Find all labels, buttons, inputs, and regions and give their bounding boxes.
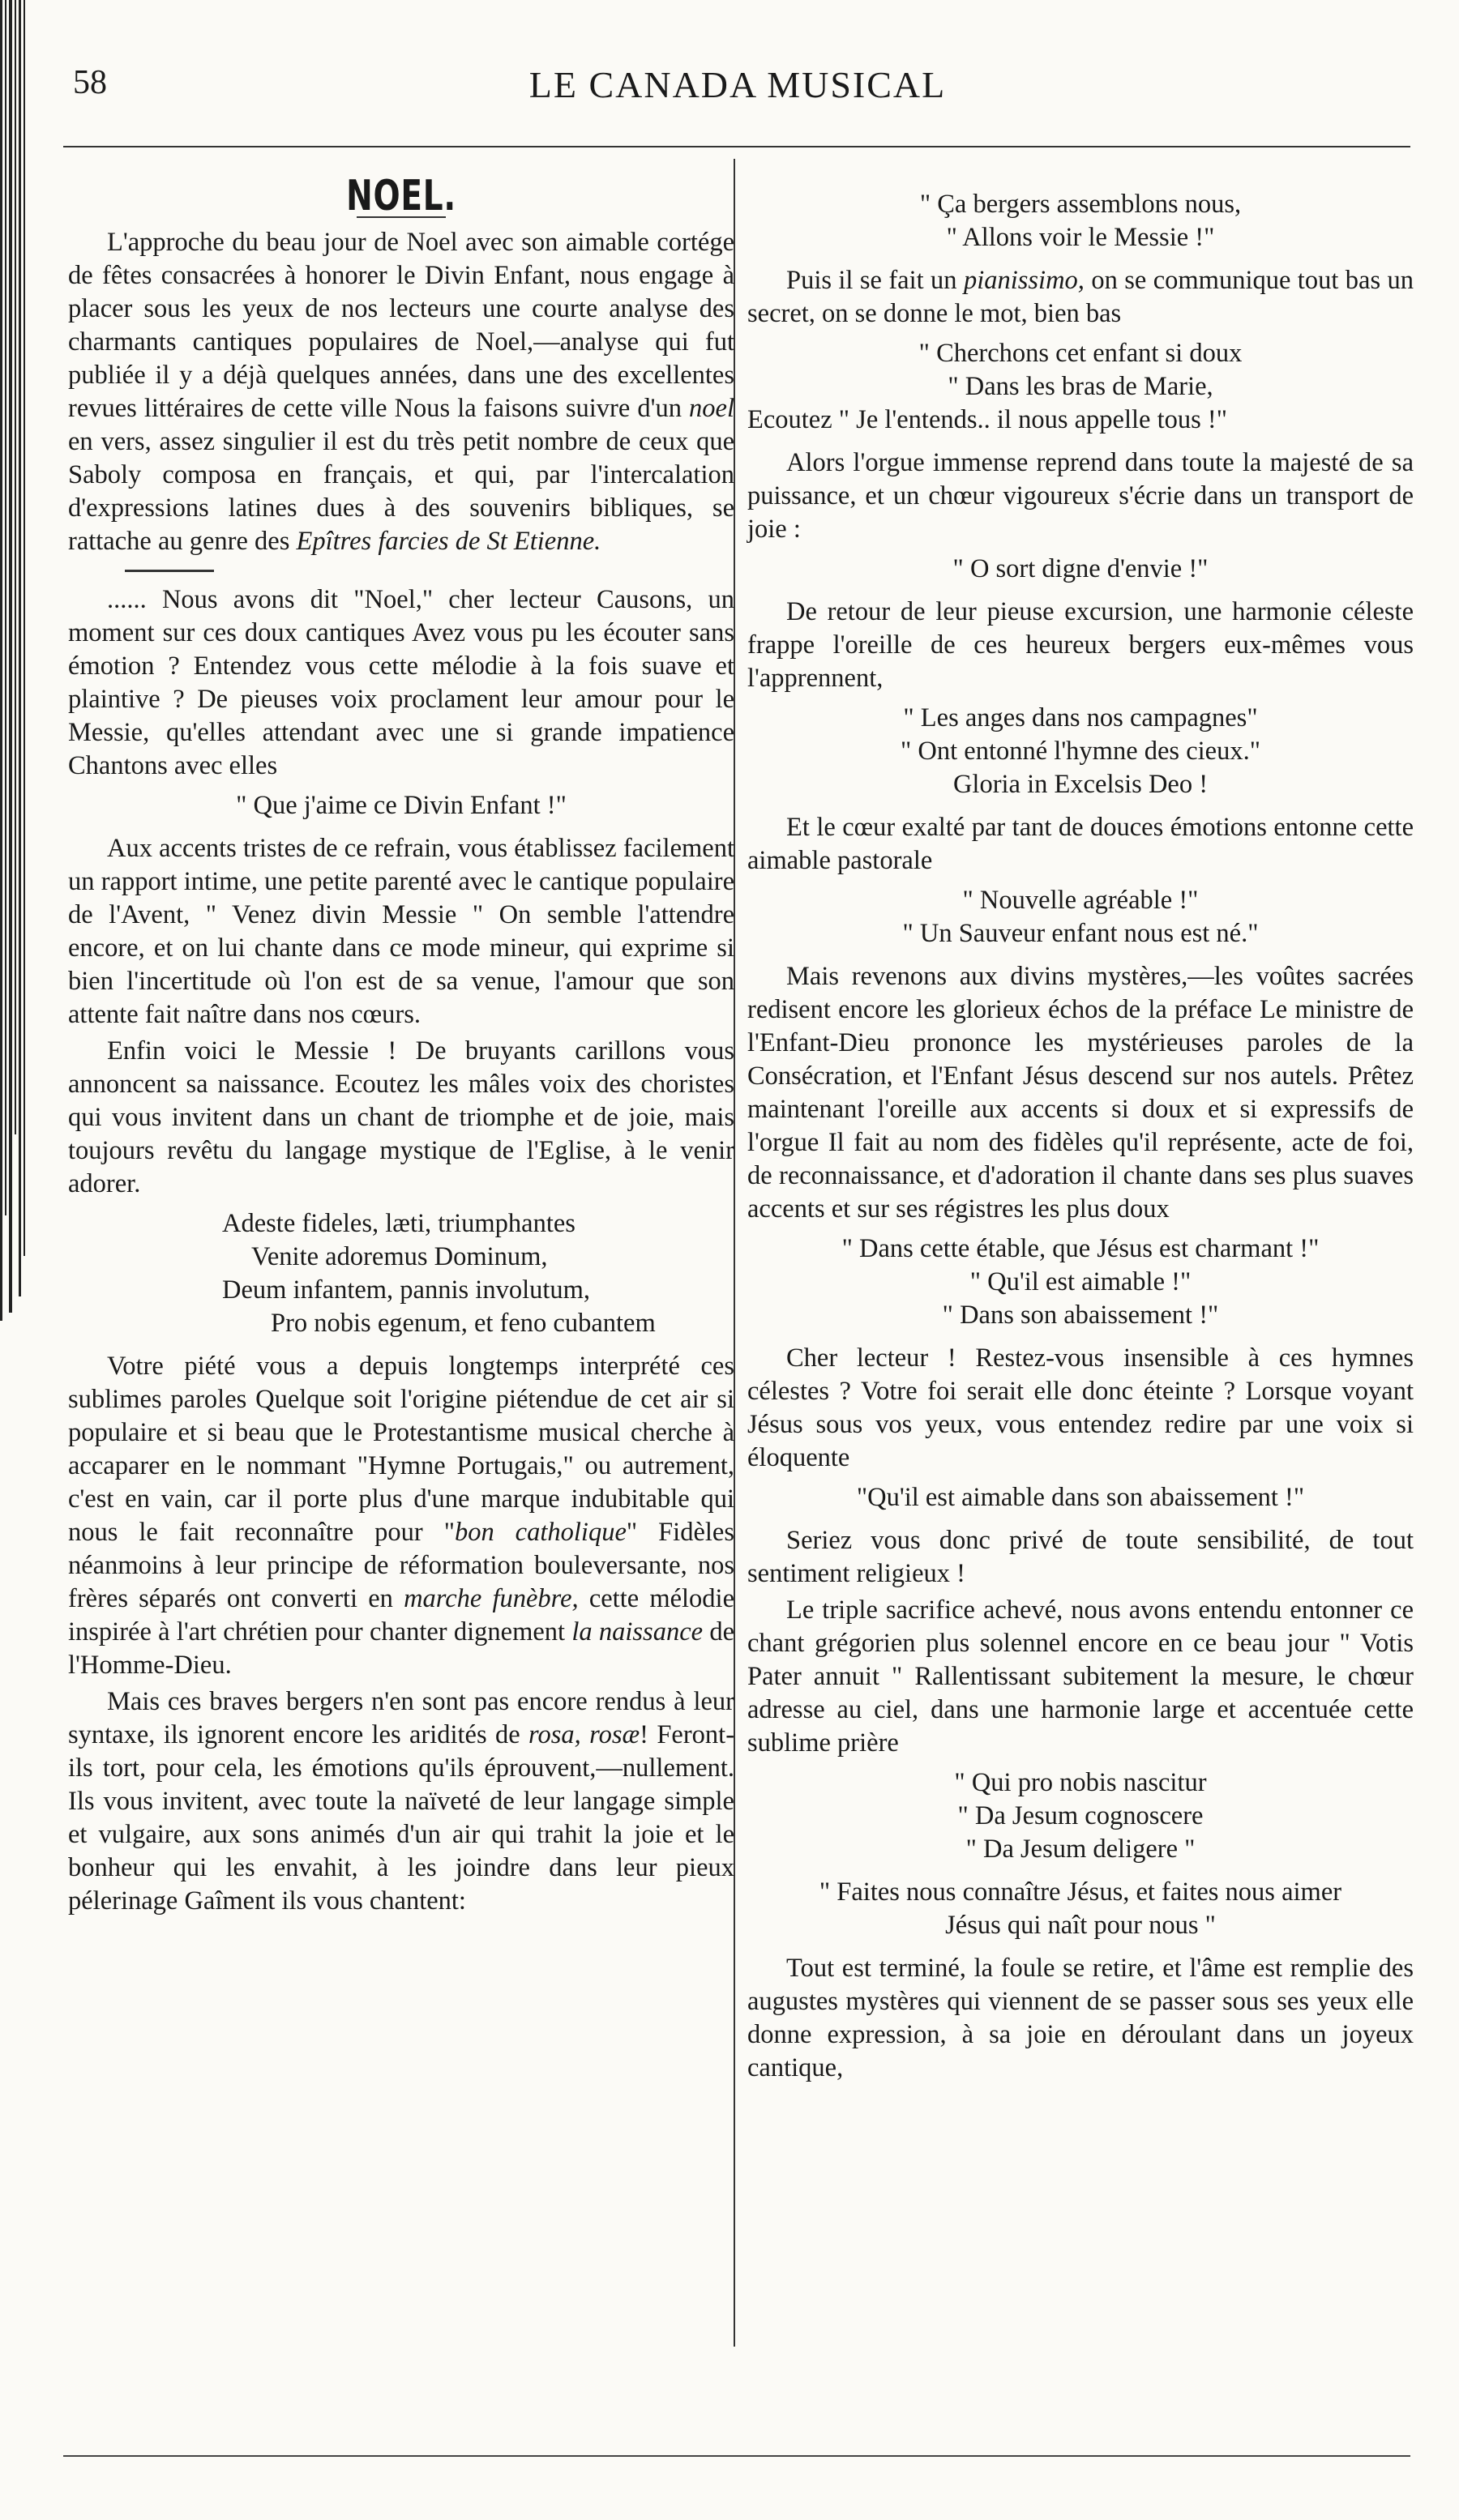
verse: " Cherchons cet enfant si doux " Dans les bras de Marie, Ecoutez " Je l'entends.. il nous appelle tous !"	[747, 339, 1243, 434]
paragraph: Et le cœur exalté par tant de douces émotions entonne cette aimable pastorale	[747, 813, 1414, 875]
paragraph: Votre piété vous a depuis longtemps interprété ces sublimes paroles Quelque soit l'origine piétendue de cet air si populaire et si beau que le Protestantisme musical cherche à accaparer en le nommant "Hymne Portugais," ou autrement, c'est en vain, car il porte plus d'une marque indubitable qui nous le fait reconnaître pour "bon catholique" Fidèles néanmoins à leur principe de réformation bouleversante, nos frères séparés ont converti en marche funèbre, cette mélodie inspirée à l'art chrétien pour chanter dignement la naissance de l'Homme-Dieu.	[68, 1352, 735, 1680]
footer-rule	[63, 2455, 1410, 2457]
verse: " O sort digne d'envie !"	[952, 554, 1209, 583]
page-number: 58	[73, 64, 107, 101]
latin-verse: Adeste fideles, læti, triumphantes Venite adoremus Dominum, Deum infantem, pannis involutum, Pro nobis egenum, et feno cubantem	[222, 1209, 656, 1338]
paragraph: Enfin voici le Messie ! De bruyants carillons vous annoncent sa naissance. Ecoutez les mâles voix des choristes qui vous invitent dans un chant de triomphe et de joie, mais toujours revêtu du langage mystique de l'Eglise, à le venir adorer.	[68, 1036, 734, 1198]
paragraph: Aux accents tristes de ce refrain, vous établissez facilement un rapport intime, une petite parenté avec le cantique populaire de l'Avent, " Venez divin Messie " On semble l'attendre encore, et on lui chante dans ce mode mineur, qui exprime si bien l'incertitude où l'on est de sa venue, l'amour que son attente fait naître dans nos cœurs.	[68, 834, 734, 1029]
verse: " Faites nous connaître Jésus, et faites nous aimer Jésus qui naît pour nous "	[819, 1877, 1342, 1940]
verse: " Dans cette étable, que Jésus est charmant !" " Qu'il est aimable !" " Dans son abaissement !"	[841, 1234, 1320, 1330]
paragraph: De retour de leur pieuse excursion, une harmonie céleste frappe l'oreille de ces heureux bergers eux-mêmes vous l'apprennent,	[747, 597, 1414, 693]
verse: " Nouvelle agréable !" " Un Sauveur enfant nous est né."	[902, 886, 1259, 948]
paragraph: Puis il se fait un pianissimo, on se communique tout bas un secret, on se donne le mot, bien bas	[747, 266, 1414, 328]
article-title: NOEL.	[346, 172, 456, 220]
header-rule	[63, 146, 1410, 147]
verse: " Ça bergers assemblons nous, " Allons voir le Messie !"	[919, 190, 1242, 252]
verse: " Les anges dans nos campagnes" " Ont entonné l'hymne des cieux." Gloria in Excelsis Deo !	[901, 703, 1260, 799]
running-title: LE CANADA MUSICAL	[528, 64, 947, 105]
paragraph: Cher lecteur ! Restez-vous insensible à ces hymnes célestes ? Votre foi serait elle donc éteinte ? Lorsque voyant Jésus sous vos yeux, vous entendez redire par une voix si éloquente	[747, 1343, 1414, 1472]
paragraph: Mais ces braves bergers n'en sont pas encore rendus à leur syntaxe, ils ignorent encore les aridités de rosa, rosæ! Feront-ils tort, pour cela, les émotions qu'ils éprouvent,—nullement. Ils vous invitent, avec toute la naïveté de leur langage simple et vulgaire, aux sons animés d'un air qui trahit la joie et le bonheur qui les envahit, à les joindre dans leur pieux pélerinage Gaîment ils vous chantent:	[68, 1687, 735, 1916]
paragraph: Seriez vous donc privé de toute sensibilité, de tout sentiment religieux !	[747, 1526, 1414, 1588]
paragraph: Alors l'orgue immense reprend dans toute la majesté de sa puissance, et un chœur vigoureux s'écrie dans un transport de joie :	[747, 448, 1414, 544]
paragraph: Le triple sacrifice achevé, nous avons entendu entonner ce chant grégorien plus solennel encore en ce beau jour " Votis Pater annuit " Rallentissant subitement la mesure, le chœur adresse au ciel, dans une harmonie large et accentuée cette sublime prière	[747, 1595, 1414, 1758]
section-rule	[125, 570, 214, 572]
verse: " Qui pro nobis nascitur " Da Jesum cognoscere " Da Jesum deligere "	[954, 1768, 1207, 1864]
verse: " Que j'aime ce Divin Enfant !"	[236, 791, 567, 820]
paragraph: L'approche du beau jour de Noel avec son aimable cortége de fêtes consacrées à honorer le Divin Enfant, nous engage à placer sous les yeux de nos lecteurs une courte analyse des charmants cantiques populaires de Noel,—analyse qui fut publiée il y a déjà quelques années, dans une des excellentes revues littéraires de cette ville Nous la faisons suivre d'un noel en vers, assez singulier il est du très petit nombre de ceux que Saboly composa en français, et qui, par l'intercalation d'expressions latines dues à des souvenirs bibliques, se rattache au genre des Epîtres farcies de St Etienne.	[68, 228, 734, 556]
right-column	[747, 159, 1414, 2088]
scan-edge-marks	[0, 0, 31, 1321]
paragraph: Mais revenons aux divins mystères,—les voûtes sacrées redisent encore les glorieux échos de la préface Le ministre de l'Enfant-Dieu prononce les mystérieuses paroles de la Consécration, et l'Enfant Jésus descend sur nos autels. Prêtez maintenant l'oreille aux accents si doux et si expressifs de l'orgue Il fait au nom des fidèles qu'il représente, acte de foi, de reconnaissance, et d'adoration il chante dans ses plus suaves accents et sur ses régistres les plus doux	[747, 962, 1414, 1224]
page-header	[57, 63, 1418, 120]
verse: "Qu'il est aimable dans son abaissement !"	[856, 1483, 1305, 1512]
paragraph: Tout est terminé, la foule se retire, et l'âme est remplie des augustes mystères qui viennent de se passer sous ses yeux elle donne expression, à sa joie en déroulant dans un joyeux cantique,	[747, 1954, 1414, 2082]
paragraph: ...... Nous avons dit "Noel," cher lecteur Causons, un moment sur ces doux cantiques Avez vous pu les écouter sans émotion ? Entendez vous cette mélodie à la fois suave et plaintive ? De pieuses voix proclament leur amour pour le Messie, qu'elles attendant avec une si grande impatience Chantons avec elles	[68, 585, 734, 780]
left-column	[68, 159, 734, 1921]
